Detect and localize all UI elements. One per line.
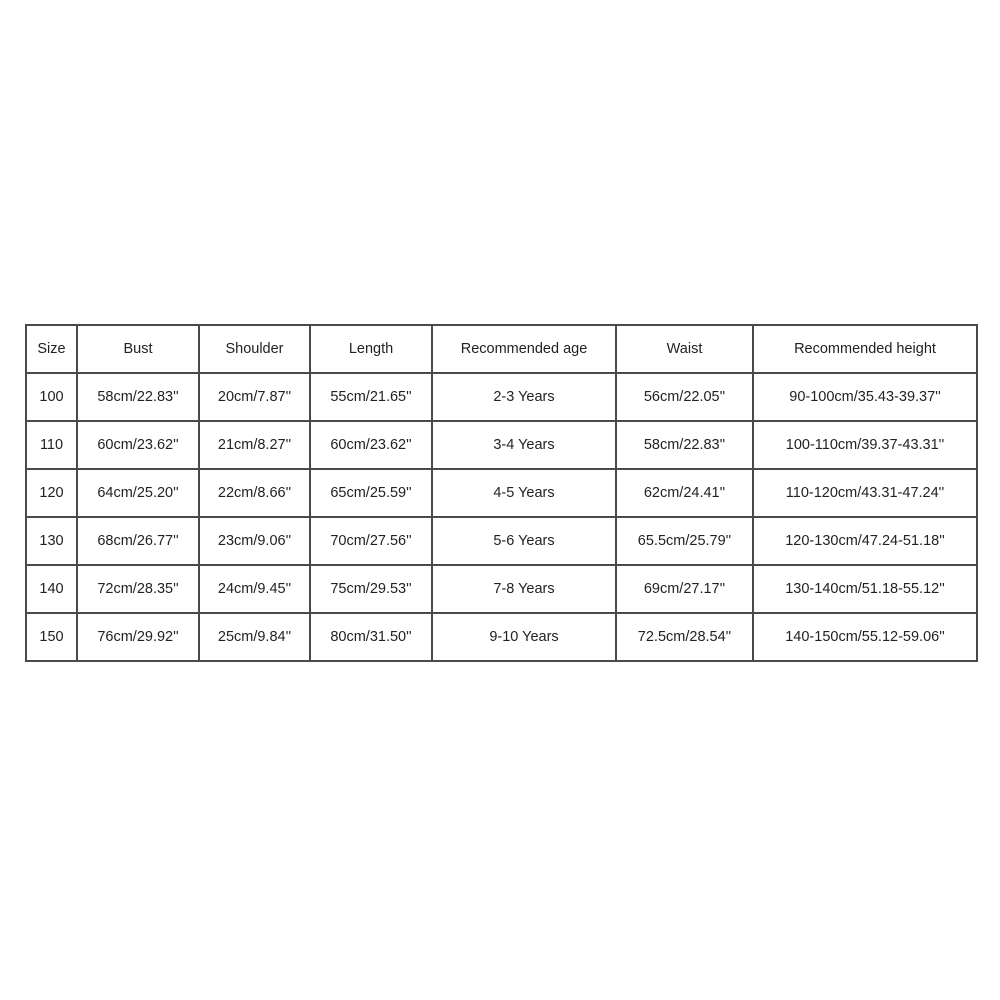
table-header-row [26, 325, 977, 373]
cell-recommended-age: 3-4 Years [432, 421, 616, 469]
header-recommended-height: Recommended height [753, 325, 977, 373]
cell-shoulder: 24cm/9.45'' [199, 565, 310, 613]
cell-recommended-height: 140-150cm/55.12-59.06'' [753, 613, 977, 661]
cell-recommended-height: 100-110cm/39.37-43.31'' [753, 421, 977, 469]
header-waist: Waist [616, 325, 753, 373]
cell-size: 150 [26, 613, 77, 661]
cell-shoulder: 25cm/9.84'' [199, 613, 310, 661]
table-row [26, 565, 977, 613]
header-bust: Bust [77, 325, 199, 373]
cell-length: 55cm/21.65'' [310, 373, 432, 421]
cell-bust: 58cm/22.83'' [77, 373, 199, 421]
cell-recommended-height: 110-120cm/43.31-47.24'' [753, 469, 977, 517]
cell-shoulder: 23cm/9.06'' [199, 517, 310, 565]
cell-waist: 69cm/27.17'' [616, 565, 753, 613]
cell-bust: 60cm/23.62'' [77, 421, 199, 469]
cell-waist: 65.5cm/25.79'' [616, 517, 753, 565]
cell-shoulder: 20cm/7.87'' [199, 373, 310, 421]
cell-shoulder: 22cm/8.66'' [199, 469, 310, 517]
table-row [26, 469, 977, 517]
header-length: Length [310, 325, 432, 373]
cell-recommended-height: 130-140cm/51.18-55.12'' [753, 565, 977, 613]
cell-waist: 56cm/22.05'' [616, 373, 753, 421]
cell-recommended-height: 90-100cm/35.43-39.37'' [753, 373, 977, 421]
header-recommended-age: Recommended age [432, 325, 616, 373]
cell-size: 140 [26, 565, 77, 613]
cell-recommended-age: 7-8 Years [432, 565, 616, 613]
cell-recommended-age: 2-3 Years [432, 373, 616, 421]
cell-bust: 64cm/25.20'' [77, 469, 199, 517]
header-shoulder: Shoulder [199, 325, 310, 373]
cell-bust: 68cm/26.77'' [77, 517, 199, 565]
cell-size: 110 [26, 421, 77, 469]
header-size: Size [26, 325, 77, 373]
cell-length: 60cm/23.62'' [310, 421, 432, 469]
cell-waist: 72.5cm/28.54'' [616, 613, 753, 661]
cell-length: 70cm/27.56'' [310, 517, 432, 565]
table-row [26, 613, 977, 661]
cell-recommended-age: 5-6 Years [432, 517, 616, 565]
cell-size: 120 [26, 469, 77, 517]
cell-size: 130 [26, 517, 77, 565]
cell-bust: 72cm/28.35'' [77, 565, 199, 613]
cell-recommended-age: 4-5 Years [432, 469, 616, 517]
cell-waist: 58cm/22.83'' [616, 421, 753, 469]
cell-waist: 62cm/24.41'' [616, 469, 753, 517]
cell-recommended-height: 120-130cm/47.24-51.18'' [753, 517, 977, 565]
table-row [26, 517, 977, 565]
cell-bust: 76cm/29.92'' [77, 613, 199, 661]
cell-length: 75cm/29.53'' [310, 565, 432, 613]
table-row [26, 373, 977, 421]
cell-length: 65cm/25.59'' [310, 469, 432, 517]
table-row [26, 421, 977, 469]
size-chart-table [25, 324, 978, 662]
cell-shoulder: 21cm/8.27'' [199, 421, 310, 469]
cell-length: 80cm/31.50'' [310, 613, 432, 661]
cell-size: 100 [26, 373, 77, 421]
cell-recommended-age: 9-10 Years [432, 613, 616, 661]
